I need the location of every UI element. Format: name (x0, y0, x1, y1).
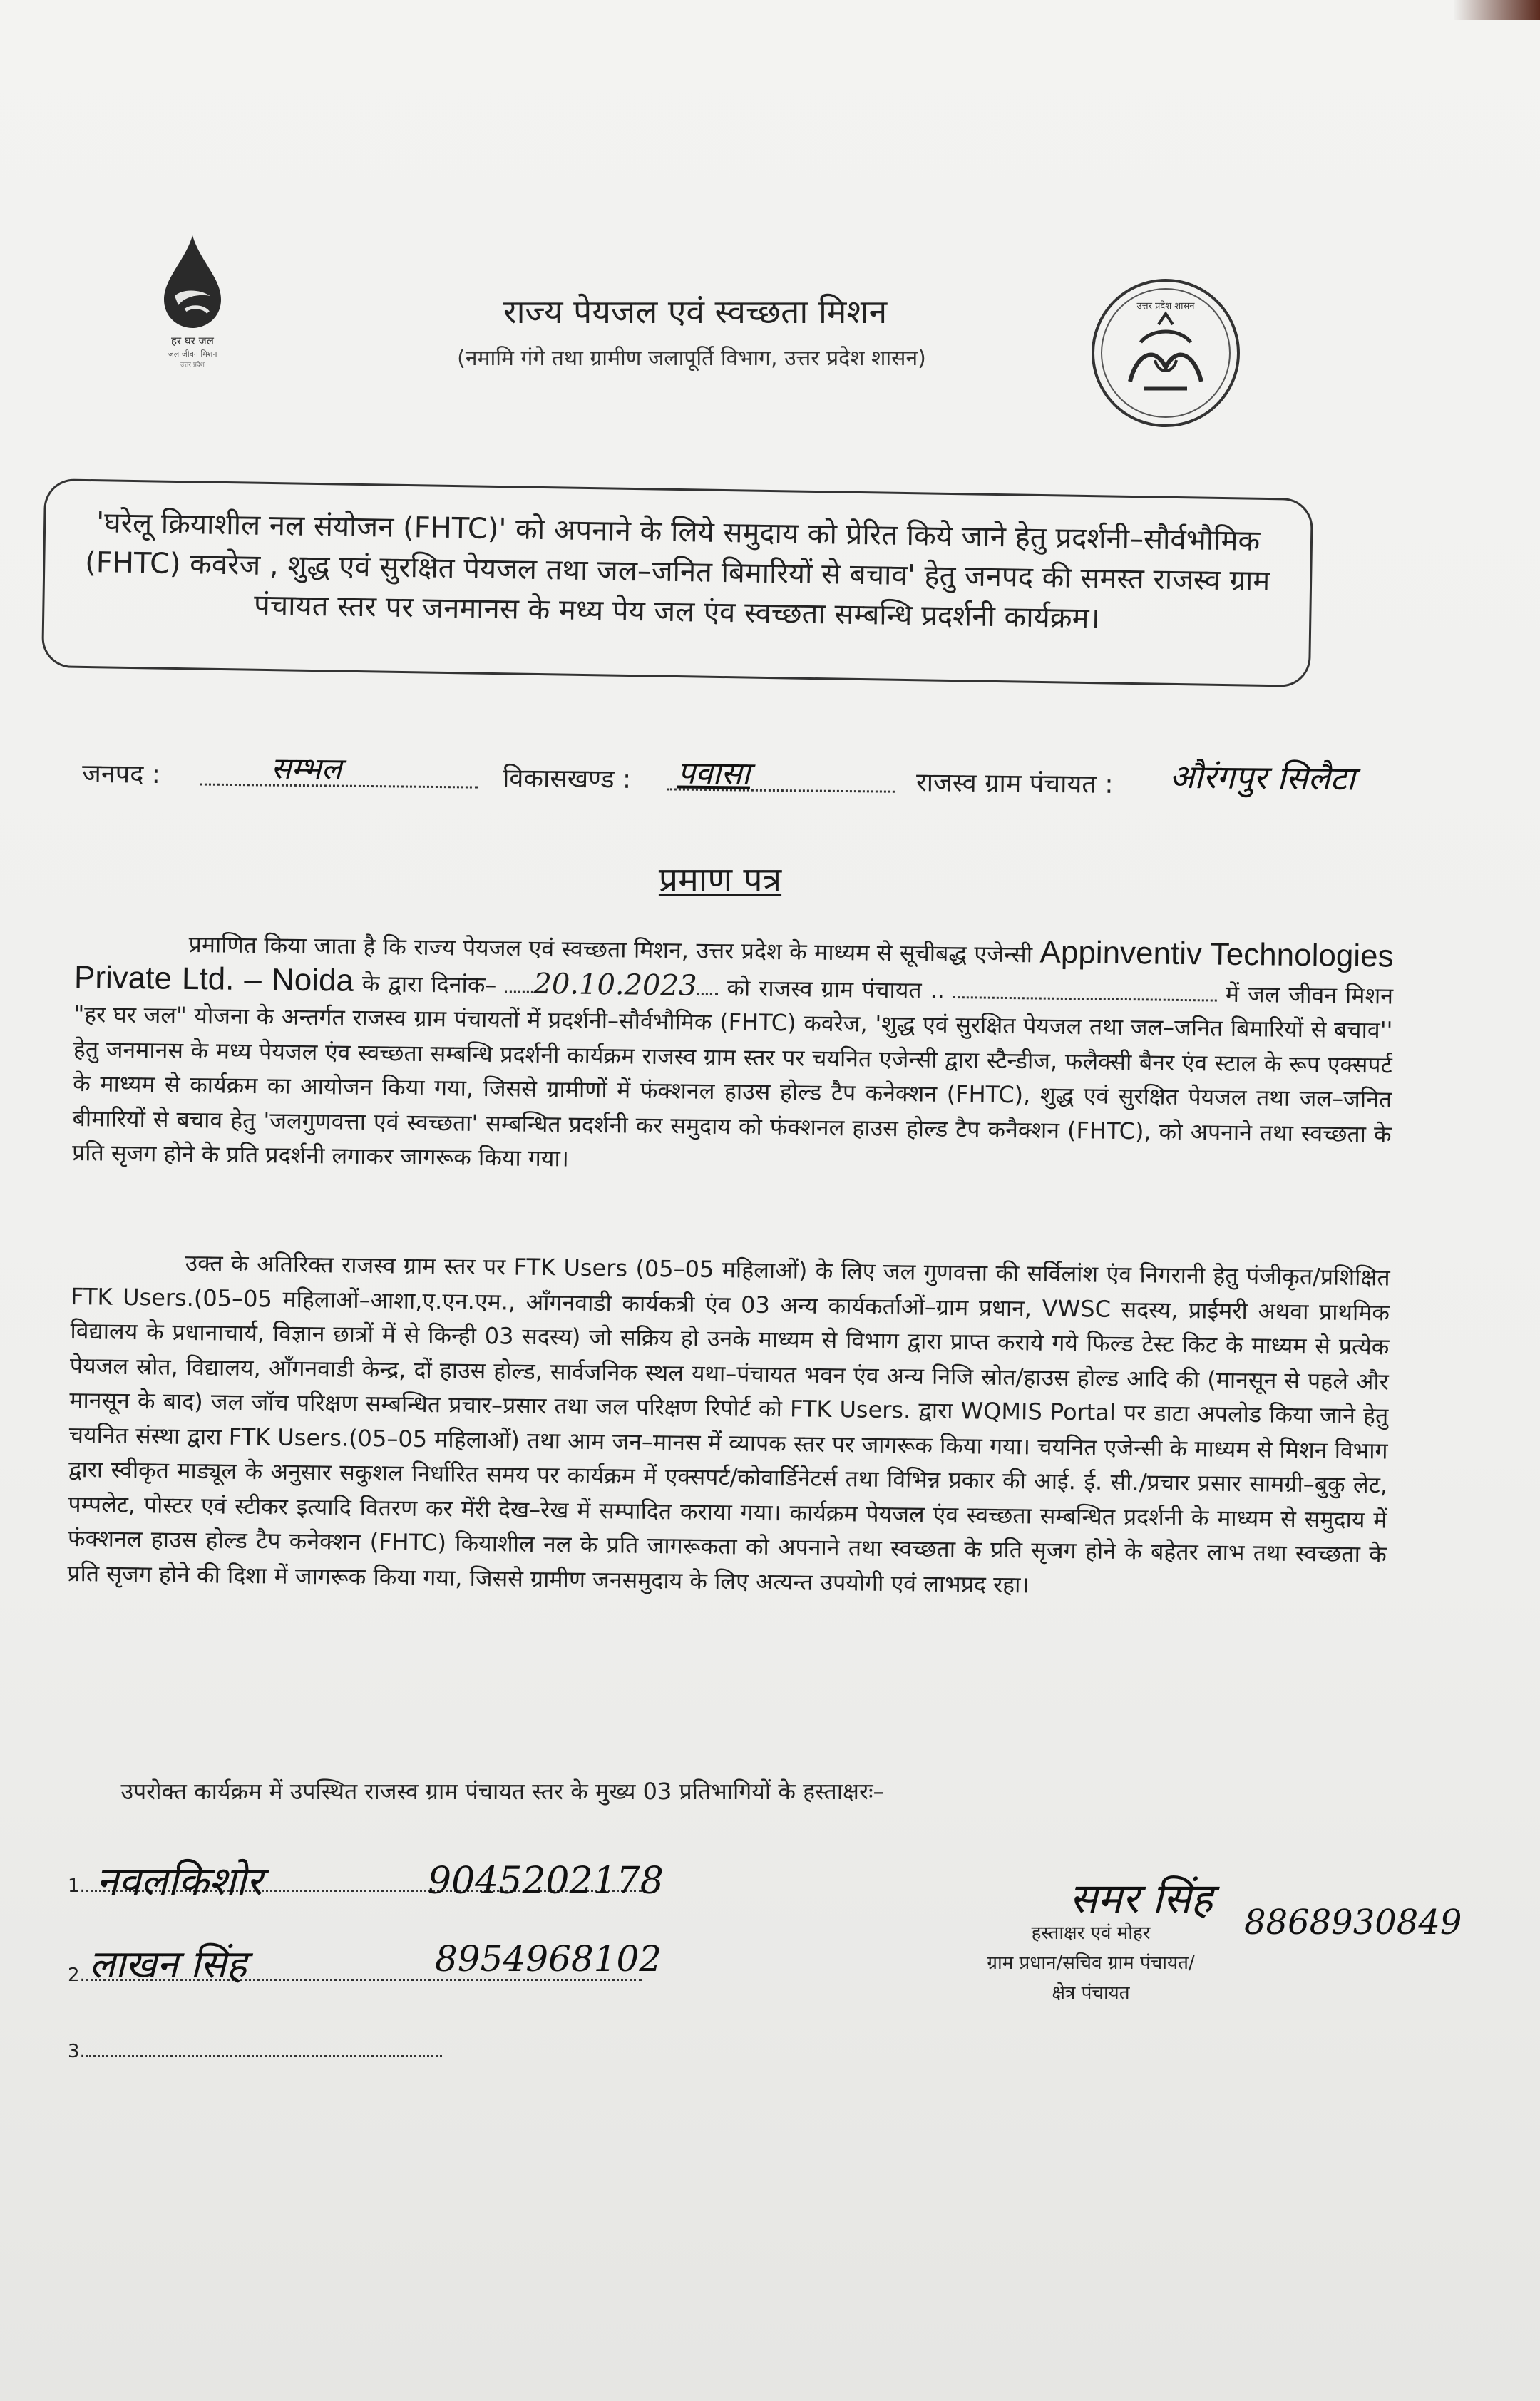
program-date: 20.10.2023 (533, 967, 697, 1003)
participant-signature-3 (68, 2041, 442, 2062)
signature-number-2: 2. (68, 1965, 86, 1986)
up-government-seal (1087, 275, 1244, 431)
page-subtitle: (नमामि गंगे तथा ग्रामीण जलापूर्ति विभाग, उत्तर प्रदेश शासन) (457, 346, 926, 371)
participant-1-name: नवलकिशोर (96, 1858, 263, 1905)
stamp-line-1: हस्ताक्षर एवं मोहर (1031, 1923, 1151, 1944)
district-value: सम्भल (270, 750, 342, 787)
state-emblem-icon (1087, 275, 1244, 431)
page-edge-shadow (1454, 0, 1540, 20)
program-banner-box (41, 478, 1313, 687)
seal-text: उत्तर प्रदेश शासन (1136, 301, 1195, 312)
stamp-line-3: क्षेत्र पंचायत (1052, 1982, 1130, 2004)
location-fields (82, 745, 1473, 824)
water-drop-icon (143, 228, 285, 371)
p2-body: उक्त के अतिरिक्त राजस्व ग्राम स्तर पर FTK Users (05–05 महिलाओं) के लिए जल गुणवत्ता की सर्विलांश एंव निगरानी हेतु पंजीकृत/प्रशिक्षित FTK Users.(05–05 महिलाओं–आशा,ए.एन.एम., आँगनवाडी कार्यकत्री एंव 03 अन्य कार्यकर्ताओं–ग्राम प्रधान, VWSC सदस्य, प्राईमरी अथवा प्राथमिक विद्यालय के प्रधानाचार्य, विज्ञान छात्रों में से किन्ही 03 सदस्य) जो सक्रिय हो उनके माध्यम से विभाग द्वारा प्राप्त कराये गये फिल्ड टेस्ट किट के माध्यम से प्रत्येक पेयजल स्रोत, विद्यालय, आँगनवाडी केन्द्र, दों हाउस होल्ड, सार्वजनिक स्थल यथा–पंचायत भवन एंव अन्य निजि स्रोत/हाउस होल्ड आदि की (मानसून से पहले और मानसून के बाद) जल जॉच परिक्षण सम्बन्धित प्रचार–प्रसार तथा जल परिक्षण रिपोर्ट को FTK Users. द्वारा WQMIS Portal पर डाटा अपलोड किया जाने हेतु चयनित संस्था द्वारा FTK Users.(05–05 महिलाओं) तथा आम जन–मानस में व्यापक स्तर पर जागरूक किया गया। चयनित एजेन्सी के माध्यम से मिशन विभाग द्वारा स्वीकृत माड्यूल के अनुसार सकुशल निर्धारित समय पर कार्यक्रम में एक्सपर्ट/कोवार्डिनेटर्स तथा विभिन्न प्रकार की आई. ई. सी./प्रचार प्रसार सामग्री–बुकु लेट, पम्पलेट, पोस्टर एवं स्टीकर इत्यादि वितरण कर मेंरी देख–रेख में सम्पादित कराया गया। कार्यक्रम पेयजल एंव स्वच्छता सम्बन्धित प्रदर्शनी के माध्यम से समुदाय में फंक्शनल हाउस होल्ड टैप कनेक्शन (FHTC) कियाशील नल के प्रति जागरूकता को अपनाने तथा स्वच्छता के प्रति सृजग होने के बहेतर लाभ तथा स्वच्छता के प्रति सृजग होने की दिशा में जागरूक किया गया, जिससे ग्रामीण जनसमुदाय के लिए अत्यन्त उपयोगी एवं लाभप्रद रहा। (67, 1249, 1390, 1598)
signature-number-1: 1. (68, 1875, 86, 1897)
logo-text-line3: उत्तर प्रदेश (180, 362, 205, 369)
signature-stamp-block (941, 1918, 1241, 2008)
p1-panchayat-label: को राजस्व ग्राम पंचायत .. (727, 973, 945, 1004)
certificate-paragraph-1 (72, 923, 1394, 1186)
p1-date-label: के द्वारा दिनांक– (361, 969, 497, 998)
signature-number-3: 3. (68, 2041, 86, 2062)
page-title: राज्य पेयजल एवं स्वच्छता मिशन (503, 292, 888, 331)
certificate-title: प्रमाण पत्र (658, 860, 782, 900)
district-label: जनपद : (81, 759, 161, 789)
stamp-line-2: ग्राम प्रधान/सचिव ग्राम पंचायत/ (987, 1952, 1195, 1974)
certificate-paragraph-2 (67, 1244, 1390, 1607)
pradhan-signature: समर सिंह (1069, 1874, 1213, 1923)
p1-intro: प्रमाणित किया जाता है कि राज्य पेयजल एवं स्वच्छता मिशन, उत्तर प्रदेश के माध्यम से सूचीबद्ध एजेन्सी (188, 930, 1033, 968)
block-value: पवासा (677, 754, 751, 792)
har-ghar-jal-logo (143, 228, 285, 371)
block-label: विकासखण्ड : (502, 763, 632, 794)
banner-text: 'घरेलू क्रियाशील नल संयोजन (FHTC)' को अपनाने के लिये समुदाय को प्रेरित किये जाने हेतु प्रदर्शनी–सौर्वभौमिक (FHTC) कवरेज , शुद्ध एवं सुरक्षित पेयजल तथा जल–जनित बिमारियों से बचाव' हेतु जनपद की समस्त राजस्व ग्राम पंचायत स्तर पर जनमानस के मध्य पेय जल एंव स्वच्छता सम्बन्धि प्रदर्शनी कार्यक्रम। (84, 506, 1270, 635)
logo-text-line1: हर घर जल (171, 334, 214, 347)
participant-2-name: लाखन सिंह (89, 1942, 247, 1987)
gram-panchayat-label: राजस्व ग्राम पंचायत : (915, 768, 1114, 799)
gram-panchayat-value: औरंगपुर सिलैटा (1169, 757, 1356, 798)
participant-1-phone: 9045202178 (428, 1860, 664, 1903)
p1-body: में जल जीवन मिशन "हर घर जल" योजना के अन्तर्गत राजस्व ग्राम पंचायतों में प्रदर्शनी–सौर्वभौमिक (FHTC) कवरेज, 'शुद्ध एवं सुरक्षित पेयजल तथा जल–जनित बिमारियों से बचाव'' हेतु जनमानस के मध्य पेयजल एंव स्वच्छता सम्बन्धि प्रदर्शनी कार्यक्रम राजस्व ग्राम स्तर पर चयनित एजेन्सी द्वारा स्टैन्डीज, फलैक्सी बैनर एंव स्टाल के रूप एक्सपर्ट के माध्यम से कार्यक्रम का आयोजन किया गया, जिससे ग्रामीणों में फंक्शनल हाउस होल्ड टैप कनेक्शन (FHTC), शुद्ध एवं सुरक्षित पेयजल तथा जल–जनित बीमारियों से बचाव हेतु 'जलगुणवत्ता एवं स्वच्छता' सम्बन्धित प्रदर्शनी कर समुदाय को फंक्शनल हाउस होल्ड टैप कनैक्शन (FHTC), को अपनाने तथा स्वच्छता के प्रति सृजग होने के प्रति प्रदर्शनी लगाकर जागरूक किया गया। (71, 980, 1394, 1172)
logo-text-line2: जल जीवन मिशन (168, 349, 217, 359)
participant-2-phone: 8954968102 (435, 1938, 662, 1980)
agency-name: Appinventiv Technologies Private Ltd. – Noida (73, 934, 1394, 998)
pradhan-phone: 8868930849 (1244, 1903, 1462, 1942)
signatures-intro: उपरोक्त कार्यक्रम में उपस्थित राजस्व ग्राम पंचायत स्तर के मुख्य 03 प्रतिभागियों के हस्ताक्षरः– (120, 1778, 885, 1805)
